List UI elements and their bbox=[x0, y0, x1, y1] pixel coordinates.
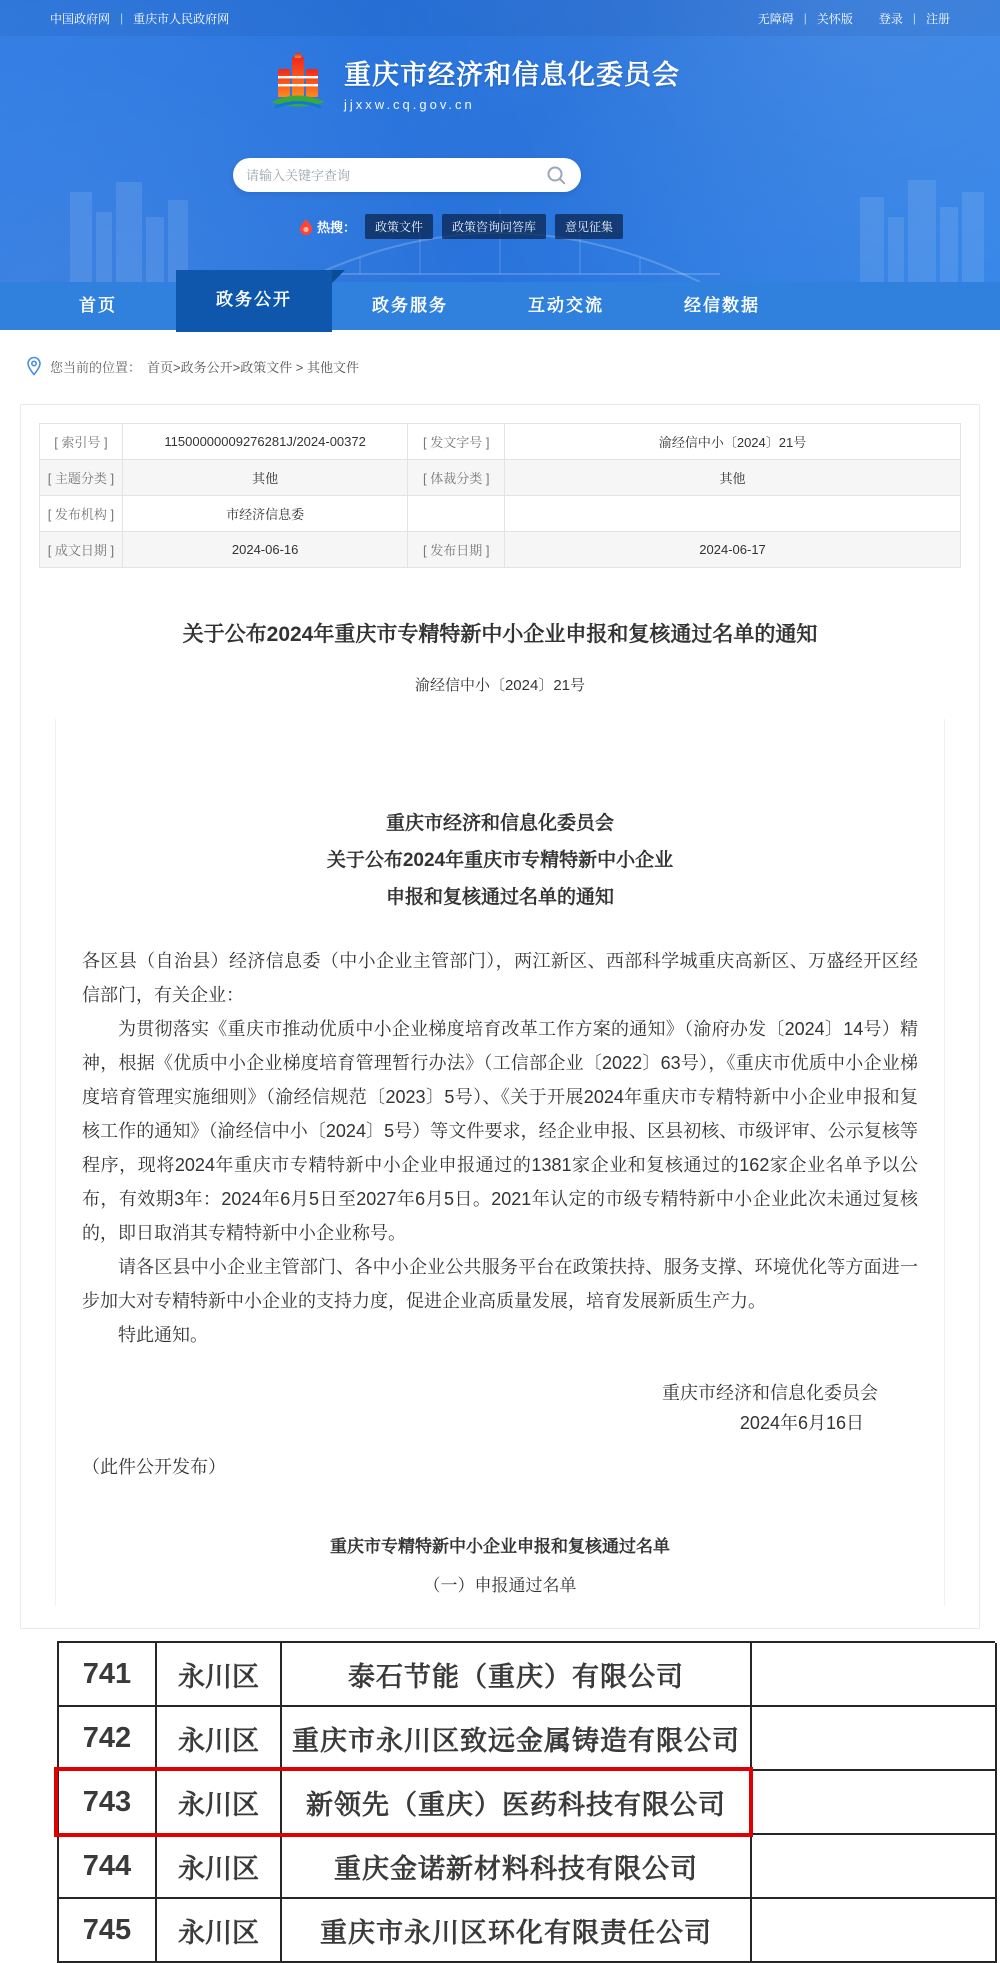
hot-tag-policy-qa[interactable]: 政策咨询问答库 bbox=[442, 214, 546, 239]
letter-head-line-3: 申报和复核通过名单的通知 bbox=[385, 887, 614, 908]
separator: | bbox=[803, 11, 807, 25]
company-row-name: 重庆金诺新材料科技有限公司 bbox=[282, 1835, 752, 1899]
hot-tag-opinions[interactable]: 意见征集 bbox=[555, 214, 623, 239]
site-header bbox=[0, 0, 1000, 282]
company-row-district: 永川区 bbox=[157, 1899, 282, 1963]
list-subtitle: （一）申报通过名单 bbox=[423, 1576, 577, 1595]
site-url: jjxxw.cq.gov.cn bbox=[344, 96, 475, 112]
link-china-gov[interactable]: 中国政府网 bbox=[50, 11, 111, 26]
meta-value-publish-date: 2024-06-17 bbox=[505, 532, 961, 568]
company-row-name: 重庆市永川区致远金属铸造有限公司 bbox=[282, 1707, 752, 1771]
signature-organization: 重庆市经济和信息化委员会 bbox=[662, 1383, 878, 1403]
company-row-number: 742 bbox=[59, 1707, 157, 1771]
nav-item-home[interactable]: 首页 bbox=[79, 296, 117, 315]
company-row-number-highlighted: 743 bbox=[59, 1771, 157, 1835]
separator: | bbox=[912, 11, 916, 25]
content-card bbox=[20, 404, 980, 1629]
hot-search-row bbox=[299, 214, 623, 239]
meta-label-empty bbox=[408, 496, 505, 532]
breadcrumb-label: 您当前的位置： bbox=[50, 359, 142, 375]
breadcrumb bbox=[0, 330, 1000, 402]
company-row-name: 泰石节能（重庆）有限公司 bbox=[282, 1643, 752, 1707]
nav-item-gov-services[interactable]: 政务服务 bbox=[372, 296, 448, 315]
meta-label-topic: [ 主题分类 ] bbox=[40, 460, 123, 496]
hot-search-label-text: 热搜： bbox=[317, 220, 357, 235]
meta-value-genre: 其他 bbox=[505, 460, 961, 496]
search-icon bbox=[546, 165, 566, 185]
meta-value-written-date: 2024-06-16 bbox=[122, 532, 408, 568]
company-row-district: 永川区 bbox=[157, 1835, 282, 1899]
body-paragraph-1: 为贯彻落实《重庆市推动优质中小企业梯度培育改革工作方案的通知》（渝府办发〔2024〕14号）精神，根据《优质中小企业梯度培育管理暂行办法》（工信部企业〔2022〕63号），《重庆市优质中小企业梯度培育管理实施细则》（渝经信规范〔2023〕5号）、《关于开展2024年重庆市专精特新中小企业申报和复核工作的通知》（渝经信中小〔2024〕5号）等文件要求，经企业申报、区县初核、市级评审、公示复核等程序，现将2024年重庆市专精特新中小企业申报通过的1381家企业和复核通过的162家企业名单予以公布，有效期3年：2024年6月5日至2027年6月5日。2021年认定的市级专精特新中小企业此次未通过复核的，即日取消其专精特新中小企业称号。 bbox=[82, 1019, 918, 1243]
company-list-table bbox=[57, 1641, 995, 1963]
agency-logo-icon bbox=[266, 52, 330, 112]
company-row-district-highlighted: 永川区 bbox=[157, 1771, 282, 1835]
search-input[interactable] bbox=[246, 168, 544, 183]
meta-row bbox=[40, 424, 961, 460]
company-row-number: 744 bbox=[59, 1835, 157, 1899]
company-row-extra bbox=[752, 1707, 997, 1771]
company-row-number: 745 bbox=[59, 1899, 157, 1963]
nav-item-data[interactable]: 经信数据 bbox=[684, 296, 760, 315]
company-row-extra bbox=[752, 1835, 997, 1899]
link-care-version[interactable]: 关怀版 bbox=[816, 11, 853, 26]
meta-row bbox=[40, 460, 961, 496]
document-title: 关于公布2024年重庆市专精特新中小企业申报和复核通过名单的通知 bbox=[182, 623, 818, 646]
company-row-number: 741 bbox=[59, 1643, 157, 1707]
salutation-paragraph: 各区县（自治县）经济信息委（中小企业主管部门），两江新区、西部科学城重庆高新区、万盛经开区经信部门，有关企业： bbox=[82, 951, 918, 1005]
meta-value-issuer: 市经济信息委 bbox=[122, 496, 408, 532]
meta-label-written-date: [ 成文日期 ] bbox=[40, 532, 123, 568]
document-body bbox=[55, 719, 945, 1606]
company-row-name-highlighted: 新领先（重庆）医药科技有限公司 bbox=[282, 1771, 752, 1835]
link-login[interactable]: 登录 bbox=[878, 11, 903, 26]
main-nav bbox=[0, 282, 1000, 330]
meta-label-publish-date: [ 发布日期 ] bbox=[408, 532, 505, 568]
location-pin-icon bbox=[26, 356, 42, 376]
meta-value-doc-number: 渝经信中小〔2024〕21号 bbox=[505, 424, 961, 460]
meta-row bbox=[40, 532, 961, 568]
search-bar bbox=[233, 158, 581, 192]
company-row-extra bbox=[752, 1643, 997, 1707]
breadcrumb-trail[interactable]: 首页>政务公开>政策文件 > 其他文件 bbox=[147, 359, 360, 375]
hot-search-label bbox=[299, 217, 356, 236]
site-title: 重庆市经济和信息化委员会 bbox=[344, 59, 680, 90]
company-row-district: 永川区 bbox=[157, 1707, 282, 1771]
list-title: 重庆市专精特新中小企业申报和复核通过名单 bbox=[330, 1537, 670, 1556]
body-paragraph-2: 请各区县中小企业主管部门、各中小企业公共服务平台在政策扶持、服务支撑、环境优化等方面进一步加大对专精特新中小企业的支持力度，促进企业高质量发展，培育发展新质生产力。 bbox=[82, 1257, 918, 1311]
separator: | bbox=[120, 11, 124, 25]
public-release-note: （此件公开发布） bbox=[82, 1457, 226, 1477]
meta-label-doc-number: [ 发文字号 ] bbox=[408, 424, 505, 460]
hot-tag-policy-docs[interactable]: 政策文件 bbox=[365, 214, 433, 239]
link-cq-gov[interactable]: 重庆市人民政府网 bbox=[133, 11, 230, 26]
link-register[interactable]: 注册 bbox=[925, 11, 950, 26]
body-paragraph-closing: 特此通知。 bbox=[118, 1325, 208, 1345]
company-row-extra bbox=[752, 1899, 997, 1963]
meta-label-issuer: [ 发布机构 ] bbox=[40, 496, 123, 532]
document-meta-table bbox=[39, 423, 961, 568]
link-accessibility[interactable]: 无障碍 bbox=[757, 11, 794, 26]
letter-head-line-1: 重庆市经济和信息化委员会 bbox=[385, 813, 614, 834]
signature-date: 2024年6月16日 bbox=[739, 1413, 864, 1433]
letter-head-line-2: 关于公布2024年重庆市专精特新中小企业 bbox=[326, 850, 674, 871]
meta-value-topic: 其他 bbox=[122, 460, 408, 496]
meta-value-empty bbox=[505, 496, 961, 532]
document-number: 渝经信中小〔2024〕21号 bbox=[414, 677, 586, 694]
site-brand bbox=[266, 52, 680, 112]
company-row-district: 永川区 bbox=[157, 1643, 282, 1707]
top-utility-bar bbox=[0, 0, 1000, 36]
company-row-extra bbox=[752, 1771, 997, 1835]
meta-row bbox=[40, 496, 961, 532]
meta-label-index: [ 索引号 ] bbox=[40, 424, 123, 460]
meta-label-genre: [ 体裁分类 ] bbox=[408, 460, 505, 496]
meta-value-index: 11500000009276281J/2024-00372 bbox=[122, 424, 408, 460]
flame-icon bbox=[299, 219, 313, 235]
search-button[interactable] bbox=[544, 163, 568, 187]
company-row-name: 重庆市永川区环化有限责任公司 bbox=[282, 1899, 752, 1963]
nav-item-gov-info[interactable]: 政务公开 bbox=[176, 270, 332, 332]
nav-item-interaction[interactable]: 互动交流 bbox=[528, 296, 604, 315]
